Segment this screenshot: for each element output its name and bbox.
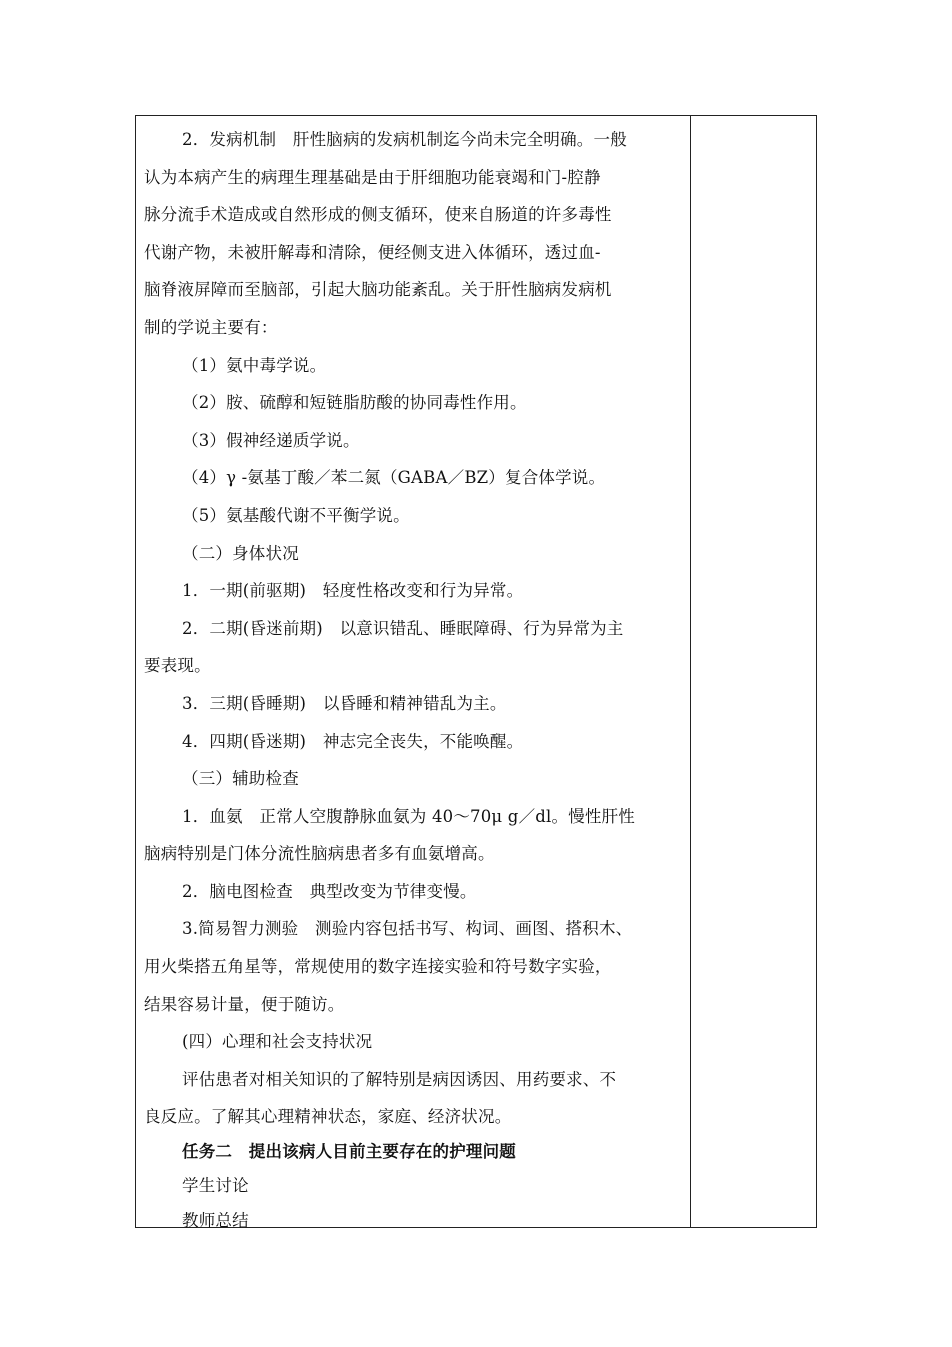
text-line: 制的学说主要有： [144, 317, 278, 337]
task-heading: 任务二 提出该病人目前主要存在的护理问题 [182, 1142, 516, 1162]
text-line: 评估患者对相关知识的了解特别是病因诱因、用药要求、不 [182, 1069, 617, 1089]
text-line: 4．四期(昏迷期) 神志完全丧失，不能唤醒。 [182, 731, 524, 751]
text-line: 代谢产物，未被肝解毒和清除，便经侧支进入体循环，透过血- [144, 242, 601, 262]
text-line: （1）氨中毒学说。 [182, 355, 327, 375]
text-line: 要表现。 [144, 656, 211, 676]
text-line: 认为本病产生的病理生理基础是由于肝细胞功能衰竭和门-腔静 [144, 167, 601, 187]
text-line: （二）身体状况 [182, 543, 299, 563]
footer-line: 学生讨论 [182, 1176, 249, 1196]
text-line: （3）假神经递质学说。 [182, 430, 360, 450]
text-line: （2）胺、硫醇和短链脂肪酸的协同毒性作用。 [182, 393, 527, 413]
document-table [135, 115, 817, 1231]
footer-line: 教师总结 [182, 1211, 249, 1231]
text-line: 脑脊液屏障而至脑部，引起大脑功能紊乱。关于肝性脑病发病机 [144, 280, 612, 300]
text-line: (四）心理和社会支持状况 [182, 1032, 373, 1052]
text-line: （三）辅助检查 [182, 769, 299, 789]
text-line: （4）γ -氨基丁酸／苯二氮（GABA／BZ）复合体学说。 [182, 468, 606, 488]
text-line: 1．血氨 正常人空腹静脉血氨为 40～70μ g／dl。慢性肝性 [182, 806, 636, 826]
text-line: 2．脑电图检查 典型改变为节律变慢。 [182, 881, 477, 901]
text-line: 用火柴搭五角星等，常规使用的数字连接实验和符号数字实验， [144, 957, 612, 977]
text-line: 脑病特别是门体分流性脑病患者多有血氨增高。 [144, 844, 495, 864]
side-cell [691, 116, 816, 1227]
text-line: 良反应。了解其心理精神状态，家庭、经济状况。 [144, 1107, 512, 1127]
text-line: 2．二期(昏迷前期) 以意识错乱、睡眠障碍、行为异常为主 [182, 618, 624, 638]
text-line: 1．一期(前驱期) 轻度性格改变和行为异常。 [182, 581, 524, 601]
content-cell [136, 116, 691, 1231]
text-line: 2．发病机制 肝性脑病的发病机制迄今尚未完全明确。一般 [182, 130, 627, 149]
text-line: 3.简易智力测验 测验内容包括书写、构词、画图、搭积木、 [182, 919, 633, 939]
text-line: 结果容易计量，便于随访。 [144, 994, 345, 1014]
text-line: 脉分流手术造成或自然形成的侧支循环，使来自肠道的许多毒性 [144, 205, 612, 225]
text-line: （5）氨基酸代谢不平衡学说。 [182, 505, 410, 525]
text-line: 3．三期(昏睡期) 以昏睡和精神错乱为主。 [182, 693, 507, 713]
